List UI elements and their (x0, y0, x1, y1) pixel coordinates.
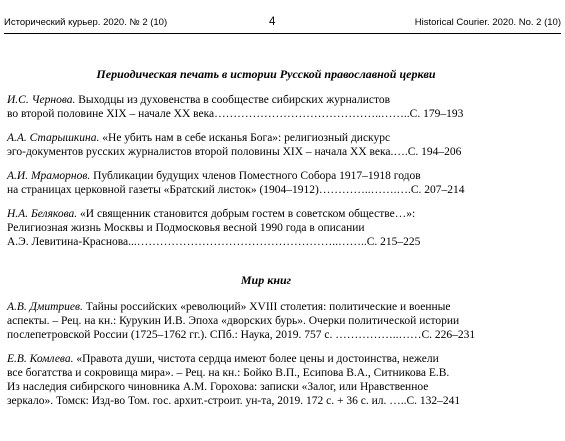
journal-title-ru: Исторический курьер. 2020. № 2 (10) (4, 17, 168, 28)
entry-author: И.С. Чернова. (7, 94, 76, 106)
entry-title: Выходцы из духовенства в сообществе сибирских журналистов (75, 94, 391, 106)
section-title: Мир книг (240, 273, 292, 287)
entry-line (7, 131, 525, 145)
entry-author: А.И. Мраморнов. (7, 170, 91, 182)
entry-line (7, 207, 525, 221)
entry-line: А.Э. Левитина-Краснова...……………………………………………..……..С. 215–225 (7, 236, 421, 248)
toc-entry (7, 93, 525, 121)
entry-author: Е.В. Комлева. (7, 353, 74, 365)
entry-author: Н.А. Белякова. (7, 208, 78, 220)
entry-line: эго-документов русских журналистов второй половины XIX – начала XX века.….С. 194–206 (7, 146, 462, 158)
journal-title-en: Historical Courier. 2020. No. 2 (10) (414, 17, 561, 28)
entry-line (7, 93, 525, 107)
entry-line (7, 300, 525, 314)
toc-entry (7, 352, 525, 408)
toc-entry (7, 169, 525, 197)
entry-line: все богатства и сокровища мира». – Рец. на кн.: Бойко В.П., Есипова В.А., Ситникова Е.В. (7, 367, 450, 379)
entry-title: «И священник становится добрым гостем в советском обществе…»: (77, 208, 416, 220)
entry-title: Тайны российских «революций» XVIII столетия: политические и военные (82, 301, 451, 313)
entry-line: на страницах церковной газеты «Братский листок» (1904–1912)…………..…….….С. 207–214 (7, 184, 465, 196)
entry-line: аспекты. – Рец. на кн.: Курукин И.В. Эпоха «дворских бурь». Очерки политической истории (7, 315, 460, 327)
entry-line: Из наследия сибирского чиновника А.М. Горохова: записки «Залог, или Нравственное (7, 381, 429, 393)
running-header (4, 17, 561, 31)
table-of-contents (7, 61, 525, 418)
entry-title: Публикации будущих членов Поместного Собора 1917–1918 годов (90, 170, 421, 182)
entry-title: «Правота души, чистота сердца имеют более цены и достоинства, нежели (73, 353, 439, 365)
entry-line (7, 352, 525, 366)
page-number: 4 (269, 16, 276, 28)
toc-entry (7, 131, 525, 159)
entry-author: А.А. Старышкина. (7, 132, 100, 144)
entry-line: послепетровской России (1725–1762 гг.). СПб.: Наука, 2019. 757 с. ……………..……С. 226–231 (7, 329, 476, 341)
entry-line (7, 169, 525, 183)
toc-entry (7, 300, 525, 342)
entry-line: зеркало». Томск: Изд-во Том. гос. архит.-строит. ун-та, 2019. 172 с. + 36 с. ил. …..С. 132–241 (7, 395, 461, 407)
toc-entry (7, 207, 525, 249)
entry-title: «Не убить нам в себе исканья Бога»: религиозный дискурс (99, 132, 391, 144)
section-title: Периодическая печать в истории Русской православной церкви (96, 67, 436, 81)
entry-line: Религиозная жизнь Москвы и Подмосковья весной 1990 года в описании (7, 222, 365, 234)
entry-author: А.В. Дмитриев. (7, 301, 83, 313)
entry-line: во второй половине XIX – начале XX века……………………………………..……..С. 179–193 (7, 108, 464, 120)
header-rule (4, 33, 561, 34)
